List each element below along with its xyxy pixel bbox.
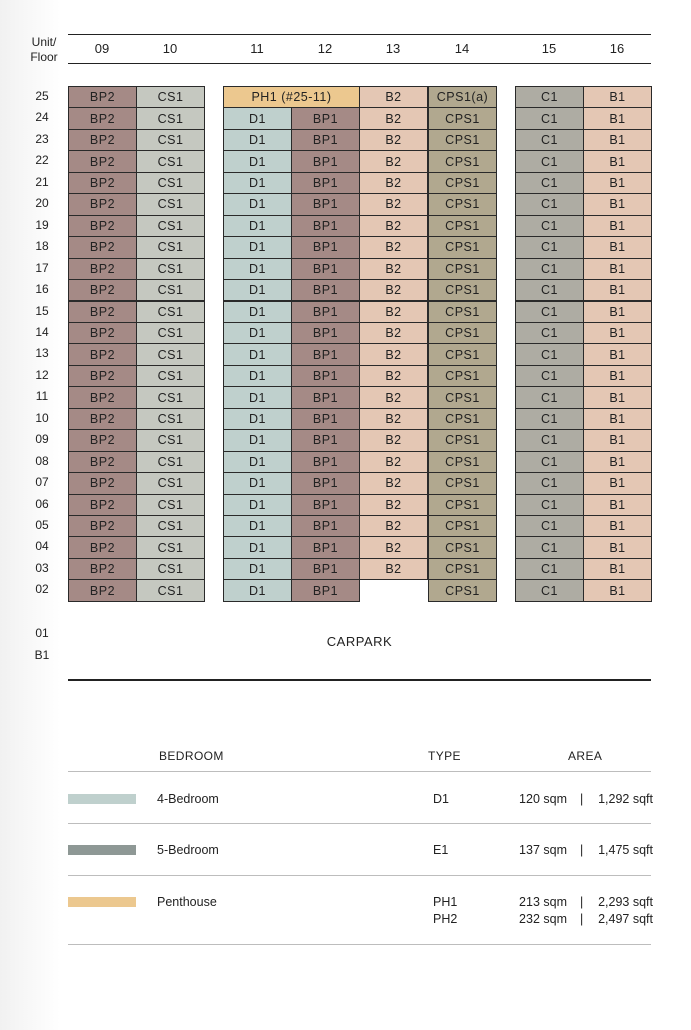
floor-label-15: 15 <box>35 303 49 318</box>
legend-area-separator: | <box>580 792 584 806</box>
legend-header-bedroom: BEDROOM <box>159 749 224 763</box>
unit-cell-23-11: D1 <box>223 129 292 151</box>
unit-cell-03-14: CPS1 <box>428 558 497 580</box>
unit-cell-11-15: C1 <box>515 386 584 408</box>
floor-label-11: 11 <box>35 389 49 404</box>
unit-cell-21-11: D1 <box>223 172 292 194</box>
unit-cell-12-12: BP1 <box>291 365 360 387</box>
unit-cell-20-13: B2 <box>359 193 428 215</box>
legend-header-area: AREA <box>568 749 603 763</box>
floor-label-09: 09 <box>35 432 49 447</box>
unit-cell-03-09: BP2 <box>68 558 137 580</box>
unit-cell-08-09: BP2 <box>68 451 137 473</box>
legend-area-separator: | <box>580 912 584 926</box>
unit-cell-09-12: BP1 <box>291 429 360 451</box>
unit-cell-19-14: CPS1 <box>428 215 497 237</box>
unit-cell-20-15: C1 <box>515 193 584 215</box>
unit-cell-20-14: CPS1 <box>428 193 497 215</box>
unit-cell-04-11: D1 <box>223 536 292 558</box>
unit-cell-05-16: B1 <box>583 515 652 537</box>
unit-cell-17-14: CPS1 <box>428 258 497 280</box>
unit-cell-15-14: CPS1 <box>428 301 497 323</box>
unit-cell-11-09: BP2 <box>68 386 137 408</box>
unit-cell-21-14: CPS1 <box>428 172 497 194</box>
unit-cell-21-15: C1 <box>515 172 584 194</box>
unit-cell-19-15: C1 <box>515 215 584 237</box>
unit-cell-16-15: C1 <box>515 279 584 301</box>
unit-floor-header <box>14 35 74 65</box>
unit-cell-05-11: D1 <box>223 515 292 537</box>
unit-cell-21-12: BP1 <box>291 172 360 194</box>
unit-cell-14-13: B2 <box>359 322 428 344</box>
legend-area-sqft: 2,497 sqft <box>598 912 653 926</box>
unit-cell-05-14: CPS1 <box>428 515 497 537</box>
unit-cell-18-10: CS1 <box>136 236 205 258</box>
unit-cell-16-12: BP1 <box>291 279 360 301</box>
legend-header-type: TYPE <box>428 749 461 763</box>
unit-cell-12-13: B2 <box>359 365 428 387</box>
unit-cell-16-14: CPS1 <box>428 279 497 301</box>
unit-cell-18-11: D1 <box>223 236 292 258</box>
unit-cell-12-14: CPS1 <box>428 365 497 387</box>
unit-cell-04-15: C1 <box>515 536 584 558</box>
unit-cell-22-14: CPS1 <box>428 150 497 172</box>
legend-area-sqft: 1,292 sqft <box>598 792 653 806</box>
unit-cell-09-15: C1 <box>515 429 584 451</box>
unit-cell-17-16: B1 <box>583 258 652 280</box>
unit-cell-14-12: BP1 <box>291 322 360 344</box>
unit-cell-20-16: B1 <box>583 193 652 215</box>
unit-cell-08-14: CPS1 <box>428 451 497 473</box>
unit-cell-10-11: D1 <box>223 408 292 430</box>
unit-cell-16-16: B1 <box>583 279 652 301</box>
unit-cell-09-16: B1 <box>583 429 652 451</box>
unit-cell-10-10: CS1 <box>136 408 205 430</box>
floor-label-21: 21 <box>35 174 49 189</box>
unit-cell-11-12: BP1 <box>291 386 360 408</box>
floor-label-04: 04 <box>35 539 49 554</box>
unit-cell-23-09: BP2 <box>68 129 137 151</box>
unit-cell-23-16: B1 <box>583 129 652 151</box>
unit-cell-11-16: B1 <box>583 386 652 408</box>
legend-area-sqft: 2,293 sqft <box>598 895 653 909</box>
unit-cell-17-09: BP2 <box>68 258 137 280</box>
unit-header-15: 15 <box>541 41 557 56</box>
unit-cell-21-09: BP2 <box>68 172 137 194</box>
unit-cell-25-11: PH1 (#25-11) <box>223 86 360 108</box>
unit-cell-07-16: B1 <box>583 472 652 494</box>
unit-cell-24-13: B2 <box>359 107 428 129</box>
unit-cell-19-13: B2 <box>359 215 428 237</box>
unit-cell-18-12: BP1 <box>291 236 360 258</box>
legend-area-separator: | <box>580 895 584 909</box>
unit-cell-24-09: BP2 <box>68 107 137 129</box>
legend-row-rule <box>68 875 651 876</box>
unit-cell-02-09: BP2 <box>68 579 137 601</box>
unit-cell-17-12: BP1 <box>291 258 360 280</box>
unit-cell-07-10: CS1 <box>136 472 205 494</box>
unit-cell-18-13: B2 <box>359 236 428 258</box>
unit-cell-14-09: BP2 <box>68 322 137 344</box>
unit-cell-19-16: B1 <box>583 215 652 237</box>
floor-label-24: 24 <box>35 110 49 125</box>
unit-cell-08-13: B2 <box>359 451 428 473</box>
unit-cell-25-16: B1 <box>583 86 652 108</box>
unit-cell-25-09: BP2 <box>68 86 137 108</box>
unit-cell-20-12: BP1 <box>291 193 360 215</box>
unit-cell-14-14: CPS1 <box>428 322 497 344</box>
unit-cell-12-09: BP2 <box>68 365 137 387</box>
unit-cell-24-12: BP1 <box>291 107 360 129</box>
unit-cell-05-15: C1 <box>515 515 584 537</box>
unit-cell-07-13: B2 <box>359 472 428 494</box>
unit-cell-11-11: D1 <box>223 386 292 408</box>
legend-bedroom-label: 4-Bedroom <box>157 792 219 806</box>
unit-cell-15-13: B2 <box>359 301 428 323</box>
unit-cell-16-09: BP2 <box>68 279 137 301</box>
floor-label-02: 02 <box>35 582 49 597</box>
unit-cell-04-14: CPS1 <box>428 536 497 558</box>
unit-cell-10-16: B1 <box>583 408 652 430</box>
unit-cell-04-13: B2 <box>359 536 428 558</box>
legend-row-rule <box>68 823 651 824</box>
unit-cell-06-15: C1 <box>515 494 584 516</box>
unit-cell-14-11: D1 <box>223 322 292 344</box>
unit-cell-18-16: B1 <box>583 236 652 258</box>
floor-label-07: 07 <box>35 475 49 490</box>
unit-cell-22-12: BP1 <box>291 150 360 172</box>
floor-label-13: 13 <box>35 346 49 361</box>
unit-cell-18-09: BP2 <box>68 236 137 258</box>
unit-cell-15-16: B1 <box>583 301 652 323</box>
unit-cell-02-16: B1 <box>583 579 652 601</box>
unit-cell-22-16: B1 <box>583 150 652 172</box>
unit-cell-06-11: D1 <box>223 494 292 516</box>
unit-cell-21-13: B2 <box>359 172 428 194</box>
floor-label-12: 12 <box>35 367 49 382</box>
unit-cell-21-16: B1 <box>583 172 652 194</box>
unit-cell-02-11: D1 <box>223 579 292 601</box>
legend-bedroom-label: Penthouse <box>157 895 217 909</box>
unit-cell-25-10: CS1 <box>136 86 205 108</box>
unit-cell-24-15: C1 <box>515 107 584 129</box>
unit-cell-24-16: B1 <box>583 107 652 129</box>
unit-cell-23-13: B2 <box>359 129 428 151</box>
unit-cell-03-16: B1 <box>583 558 652 580</box>
unit-cell-14-10: CS1 <box>136 322 205 344</box>
unit-cell-07-15: C1 <box>515 472 584 494</box>
floor-label-19: 19 <box>35 217 49 232</box>
floor-label-17: 17 <box>35 260 49 275</box>
legend-area-sqm: 213 sqm <box>519 895 567 909</box>
floor-label-23: 23 <box>35 131 49 146</box>
unit-cell-18-14: CPS1 <box>428 236 497 258</box>
unit-cell-13-15: C1 <box>515 343 584 365</box>
floor-label-20: 20 <box>35 196 49 211</box>
unit-cell-06-16: B1 <box>583 494 652 516</box>
unit-cell-17-15: C1 <box>515 258 584 280</box>
floor-label-16: 16 <box>35 282 49 297</box>
unit-cell-09-10: CS1 <box>136 429 205 451</box>
unit-header-12: 12 <box>317 41 333 56</box>
unit-cell-03-15: C1 <box>515 558 584 580</box>
legend-type-label: E1 <box>433 843 449 857</box>
unit-cell-09-11: D1 <box>223 429 292 451</box>
unit-cell-25-14: CPS1(a) <box>428 86 497 108</box>
unit-cell-12-16: B1 <box>583 365 652 387</box>
unit-cell-16-11: D1 <box>223 279 292 301</box>
unit-cell-17-11: D1 <box>223 258 292 280</box>
unit-header-16: 16 <box>609 41 625 56</box>
legend-area-separator: | <box>580 843 584 857</box>
unit-cell-17-10: CS1 <box>136 258 205 280</box>
legend-area-sqm: 232 sqm <box>519 912 567 926</box>
unit-cell-13-13: B2 <box>359 343 428 365</box>
floor-label-b1: B1 <box>34 648 50 662</box>
unit-cell-05-12: BP1 <box>291 515 360 537</box>
floor-header-label: Floor <box>30 50 58 64</box>
legend-type-label: PH1 <box>433 895 458 909</box>
unit-cell-18-15: C1 <box>515 236 584 258</box>
unit-cell-06-14: CPS1 <box>428 494 497 516</box>
unit-cell-24-11: D1 <box>223 107 292 129</box>
unit-cell-12-11: D1 <box>223 365 292 387</box>
unit-cell-15-15: C1 <box>515 301 584 323</box>
unit-cell-15-12: BP1 <box>291 301 360 323</box>
unit-cell-14-15: C1 <box>515 322 584 344</box>
unit-cell-13-12: BP1 <box>291 343 360 365</box>
floor-label-18: 18 <box>35 239 49 254</box>
unit-cell-15-09: BP2 <box>68 301 137 323</box>
unit-cell-08-15: C1 <box>515 451 584 473</box>
unit-cell-07-09: BP2 <box>68 472 137 494</box>
legend-swatch <box>68 845 136 855</box>
unit-cell-02-12: BP1 <box>291 579 360 601</box>
unit-cell-07-11: D1 <box>223 472 292 494</box>
legend-rule <box>68 771 651 772</box>
legend-type-label: PH2 <box>433 912 458 926</box>
unit-cell-10-09: BP2 <box>68 408 137 430</box>
legend-area-sqm: 137 sqm <box>519 843 567 857</box>
unit-cell-19-09: BP2 <box>68 215 137 237</box>
legend-row-rule <box>68 944 651 945</box>
unit-cell-08-11: D1 <box>223 451 292 473</box>
unit-cell-03-13: B2 <box>359 558 428 580</box>
unit-cell-05-09: BP2 <box>68 515 137 537</box>
unit-cell-23-15: C1 <box>515 129 584 151</box>
unit-cell-05-10: CS1 <box>136 515 205 537</box>
unit-header-09: 09 <box>94 41 110 56</box>
unit-cell-21-10: CS1 <box>136 172 205 194</box>
unit-cell-23-12: BP1 <box>291 129 360 151</box>
unit-cell-04-10: CS1 <box>136 536 205 558</box>
unit-cell-24-10: CS1 <box>136 107 205 129</box>
unit-cell-23-10: CS1 <box>136 129 205 151</box>
floor-label-22: 22 <box>35 153 49 168</box>
unit-cell-09-13: B2 <box>359 429 428 451</box>
legend-type-label: D1 <box>433 792 449 806</box>
unit-header-14: 14 <box>454 41 470 56</box>
unit-cell-04-09: BP2 <box>68 536 137 558</box>
unit-cell-22-09: BP2 <box>68 150 137 172</box>
unit-cell-22-13: B2 <box>359 150 428 172</box>
unit-cell-20-11: D1 <box>223 193 292 215</box>
unit-cell-17-13: B2 <box>359 258 428 280</box>
unit-cell-12-15: C1 <box>515 365 584 387</box>
legend-area-sqft: 1,475 sqft <box>598 843 653 857</box>
unit-cell-20-09: BP2 <box>68 193 137 215</box>
unit-cell-11-14: CPS1 <box>428 386 497 408</box>
unit-cell-09-09: BP2 <box>68 429 137 451</box>
unit-cell-16-10: CS1 <box>136 279 205 301</box>
unit-cell-02-14: CPS1 <box>428 579 497 601</box>
unit-cell-16-13: B2 <box>359 279 428 301</box>
unit-cell-08-10: CS1 <box>136 451 205 473</box>
unit-cell-09-14: CPS1 <box>428 429 497 451</box>
unit-cell-02-10: CS1 <box>136 579 205 601</box>
unit-header-11: 11 <box>250 41 264 56</box>
unit-cell-13-09: BP2 <box>68 343 137 365</box>
header-top-rule <box>68 34 651 35</box>
unit-cell-11-13: B2 <box>359 386 428 408</box>
unit-cell-03-12: BP1 <box>291 558 360 580</box>
unit-cell-10-15: C1 <box>515 408 584 430</box>
unit-cell-25-13: B2 <box>359 86 428 108</box>
unit-cell-20-10: CS1 <box>136 193 205 215</box>
legend-bedroom-label: 5-Bedroom <box>157 843 219 857</box>
unit-cell-10-14: CPS1 <box>428 408 497 430</box>
header-bottom-rule <box>68 63 651 64</box>
unit-cell-04-12: BP1 <box>291 536 360 558</box>
unit-cell-11-10: CS1 <box>136 386 205 408</box>
unit-cell-13-11: D1 <box>223 343 292 365</box>
unit-cell-10-12: BP1 <box>291 408 360 430</box>
unit-cell-13-14: CPS1 <box>428 343 497 365</box>
floor-label-10: 10 <box>35 410 49 425</box>
grid-bottom-rule <box>68 679 651 681</box>
unit-cell-13-10: CS1 <box>136 343 205 365</box>
unit-cell-10-13: B2 <box>359 408 428 430</box>
floor-label-06: 06 <box>35 496 49 511</box>
unit-cell-23-14: CPS1 <box>428 129 497 151</box>
floor-label-03: 03 <box>35 560 49 575</box>
unit-cell-04-16: B1 <box>583 536 652 558</box>
unit-header-10: 10 <box>162 41 178 56</box>
unit-cell-08-16: B1 <box>583 451 652 473</box>
unit-cell-19-12: BP1 <box>291 215 360 237</box>
legend-swatch <box>68 794 136 804</box>
unit-cell-02-15: C1 <box>515 579 584 601</box>
unit-cell-07-12: BP1 <box>291 472 360 494</box>
unit-cell-19-11: D1 <box>223 215 292 237</box>
floor-label-08: 08 <box>35 453 49 468</box>
unit-cell-07-14: CPS1 <box>428 472 497 494</box>
carpark-label: CARPARK <box>326 634 393 649</box>
unit-cell-05-13: B2 <box>359 515 428 537</box>
unit-cell-12-10: CS1 <box>136 365 205 387</box>
unit-cell-14-16: B1 <box>583 322 652 344</box>
unit-cell-03-10: CS1 <box>136 558 205 580</box>
floor-label-05: 05 <box>35 518 49 532</box>
unit-cell-25-15: C1 <box>515 86 584 108</box>
unit-cell-22-15: C1 <box>515 150 584 172</box>
legend-area-sqm: 120 sqm <box>519 792 567 806</box>
unit-cell-15-11: D1 <box>223 301 292 323</box>
floor-label-14: 14 <box>35 324 49 339</box>
floor-label-25: 25 <box>35 89 49 103</box>
unit-cell-15-10: CS1 <box>136 301 205 323</box>
unit-cell-22-10: CS1 <box>136 150 205 172</box>
unit-cell-06-13: B2 <box>359 494 428 516</box>
unit-cell-08-12: BP1 <box>291 451 360 473</box>
unit-cell-06-09: BP2 <box>68 494 137 516</box>
legend-swatch <box>68 897 136 907</box>
unit-header-13: 13 <box>385 41 401 56</box>
unit-cell-22-11: D1 <box>223 150 292 172</box>
unit-header-label: Unit/ <box>31 35 57 49</box>
unit-cell-19-10: CS1 <box>136 215 205 237</box>
floor-label-01: 01 <box>35 626 49 640</box>
unit-cell-06-12: BP1 <box>291 494 360 516</box>
unit-cell-13-16: B1 <box>583 343 652 365</box>
unit-cell-24-14: CPS1 <box>428 107 497 129</box>
unit-cell-06-10: CS1 <box>136 494 205 516</box>
unit-cell-03-11: D1 <box>223 558 292 580</box>
